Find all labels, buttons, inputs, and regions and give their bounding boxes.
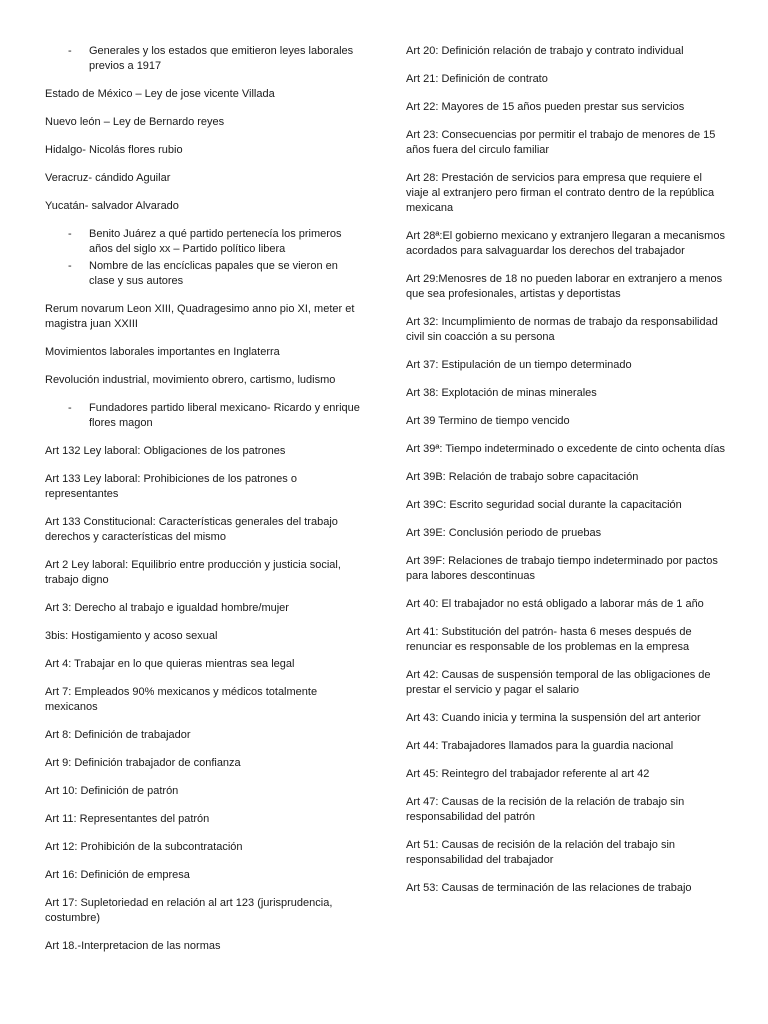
article-item: Art 10: Definición de patrón bbox=[45, 785, 179, 797]
article-item: Art 47: Causas de la recisión de la relación de trabajo sin responsabilidad del patrón bbox=[406, 796, 685, 823]
article-item: Art 11: Representantes del patrón bbox=[45, 813, 210, 825]
dash-bullet-icon: - bbox=[68, 402, 72, 414]
article-item: Art 44: Trabajadores llamados para la guardia nacional bbox=[406, 740, 674, 752]
article-item: Art 39F: Relaciones de trabajo tiempo indeterminado por pactos para labores descontinuas bbox=[406, 555, 718, 582]
bullet-text: Benito Juárez a qué partido pertenecía los primeros años del siglo xx – Partido político libera bbox=[89, 228, 342, 255]
article-item: Art 29:Menosres de 18 no pueden laborar en extranjero a menos que sea profesionales, artistas y deportistas bbox=[406, 273, 723, 300]
article-item: Art 39C: Escrito seguridad social durante la capacitación bbox=[406, 499, 682, 511]
article-item: Art 18.-Interpretacion de las normas bbox=[45, 940, 221, 952]
article-item: Art 42: Causas de suspensión temporal de las obligaciones de prestar el servicio y pagar el salario bbox=[406, 669, 711, 696]
article-item: Art 2 Ley laboral: Equilibrio entre producción y justicia social, trabajo digno bbox=[45, 559, 341, 586]
bullet-text: Fundadores partido liberal mexicano- Ricardo y enrique flores magon bbox=[89, 402, 360, 429]
article-item: Art 20: Definición relación de trabajo y contrato individual bbox=[406, 45, 684, 57]
article-item: Art 133 Constitucional: Características generales del trabajo derechos y características del mismo bbox=[45, 516, 338, 543]
article-item: Art 45: Reintegro del trabajador referente al art 42 bbox=[406, 768, 650, 780]
article-item: Art 21: Definición de contrato bbox=[406, 73, 548, 85]
article-item: Art 39ª: Tiempo indeterminado o excedente de cinto ochenta días bbox=[406, 443, 725, 455]
bullet-text: Generales y los estados que emitieron leyes laborales previos a 1917 bbox=[89, 45, 354, 72]
paragraph: Rerum novarum Leon XIII, Quadragesimo anno pio XI, meter et magistra juan XXIII bbox=[45, 303, 355, 330]
bullet-item bbox=[45, 259, 363, 289]
bullet-list bbox=[45, 401, 363, 431]
bullet-item bbox=[45, 401, 363, 431]
bullet-list bbox=[45, 227, 363, 289]
paragraph: Estado de México – Ley de jose vicente Villada bbox=[45, 88, 275, 100]
article-item: Art 40: El trabajador no está obligado a laborar más de 1 año bbox=[406, 598, 704, 610]
article-item: Art 22: Mayores de 15 años pueden prestar sus servicios bbox=[406, 101, 685, 113]
article-item: Art 37: Estipulación de un tiempo determinado bbox=[406, 359, 632, 371]
article-item: Art 28: Prestación de servicios para empresa que requiere el viaje al extranjero pero firman el contrato dentro de la república mexicana bbox=[406, 172, 715, 214]
article-item: Art 17: Supletoriedad en relación al art 123 (jurisprudencia, costumbre) bbox=[45, 897, 333, 924]
article-item: Art 39B: Relación de trabajo sobre capacitación bbox=[406, 471, 639, 483]
article-item: Art 23: Consecuencias por permitir el trabajo de menores de 15 años fuera del circulo familiar bbox=[406, 129, 716, 156]
article-item: Art 39 Termino de tiempo vencido bbox=[406, 415, 570, 427]
paragraph: Nuevo león – Ley de Bernardo reyes bbox=[45, 116, 225, 128]
paragraph: Movimientos laborales importantes en Inglaterra bbox=[45, 346, 280, 358]
article-item: Art 132 Ley laboral: Obligaciones de los patrones bbox=[45, 445, 286, 457]
article-item: Art 3: Derecho al trabajo e igualdad hombre/mujer bbox=[45, 602, 289, 614]
article-item: Art 7: Empleados 90% mexicanos y médicos totalmente mexicanos bbox=[45, 686, 318, 713]
article-item: Art 39E: Conclusión periodo de pruebas bbox=[406, 527, 602, 539]
article-item: Art 38: Explotación de minas minerales bbox=[406, 387, 597, 399]
article-item: Art 43: Cuando inicia y termina la suspensión del art anterior bbox=[406, 712, 701, 724]
left-column bbox=[45, 44, 363, 967]
paragraph: Hidalgo- Nicolás flores rubio bbox=[45, 144, 183, 156]
paragraph: Veracruz- cándido Aguilar bbox=[45, 172, 171, 184]
article-item: 3bis: Hostigamiento y acoso sexual bbox=[45, 630, 218, 642]
article-item: Art 32: Incumplimiento de normas de trabajo da responsabilidad civil sin coacción a su persona bbox=[406, 316, 718, 343]
article-item: Art 41: Substitución del patrón- hasta 6 meses después de renunciar es responsable de los problemas en la empresa bbox=[406, 626, 692, 653]
bullet-list bbox=[45, 44, 363, 74]
article-item: Art 4: Trabajar en lo que quieras mientras sea legal bbox=[45, 658, 295, 670]
right-column bbox=[406, 44, 726, 909]
bullet-text: Nombre de las encíclicas papales que se vieron en clase y sus autores bbox=[89, 260, 338, 287]
dash-bullet-icon: - bbox=[68, 45, 72, 57]
article-item: Art 51: Causas de recisión de la relación del trabajo sin responsabilidad del trabajador bbox=[406, 839, 676, 866]
paragraph: Yucatán- salvador Alvarado bbox=[45, 200, 179, 212]
article-item: Art 53: Causas de terminación de las relaciones de trabajo bbox=[406, 882, 692, 894]
bullet-item bbox=[45, 44, 363, 74]
article-item: Art 28ª:El gobierno mexicano y extranjero llegaran a mecanismos acordados para salvaguardar los derechos del trabajador bbox=[406, 230, 725, 257]
bullet-item bbox=[45, 227, 363, 257]
article-item: Art 133 Ley laboral: Prohibiciones de los patrones o representantes bbox=[45, 473, 297, 500]
article-item: Art 16: Definición de empresa bbox=[45, 869, 190, 881]
article-item: Art 9: Definición trabajador de confianza bbox=[45, 757, 241, 769]
paragraph: Revolución industrial, movimiento obrero, cartismo, ludismo bbox=[45, 374, 336, 386]
article-item: Art 12: Prohibición de la subcontratación bbox=[45, 841, 243, 853]
dash-bullet-icon: - bbox=[68, 228, 72, 240]
article-item: Art 8: Definición de trabajador bbox=[45, 729, 191, 741]
dash-bullet-icon: - bbox=[68, 260, 72, 272]
